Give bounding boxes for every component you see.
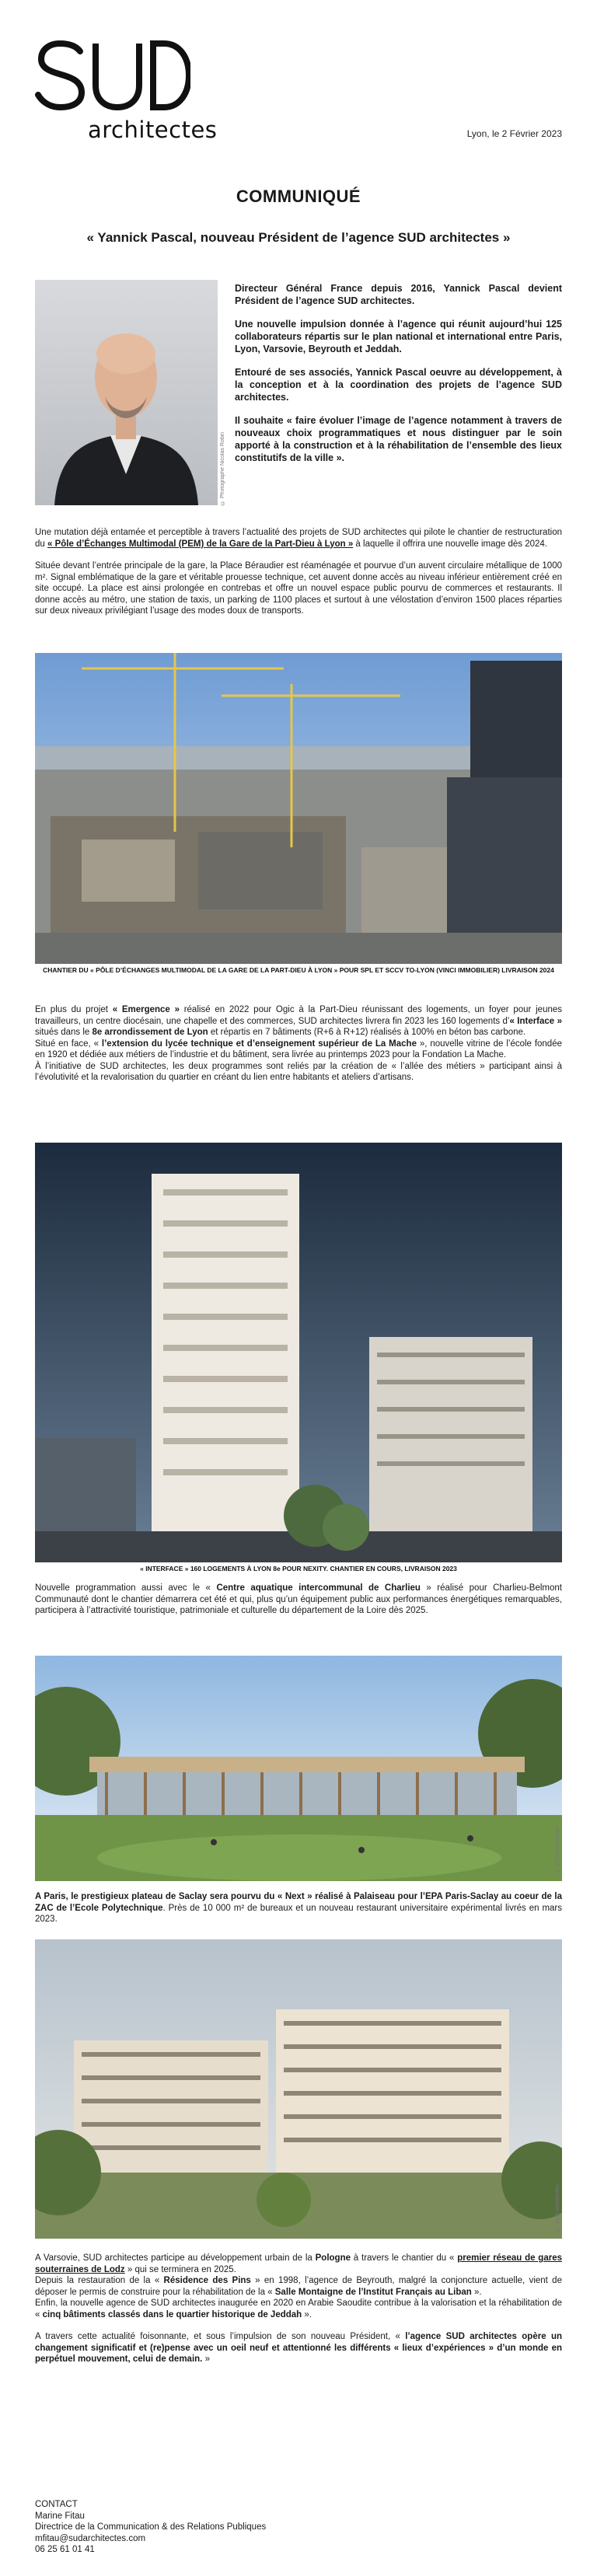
section-international-text [35,2253,562,2376]
contact-label: CONTACT [35,2500,78,2509]
intro-paragraph-3: Entouré de ses associés, Yannick Pascal oeuvre au développement, à la conception et à la coordination des projets de l’agence SUD architectes. [235,367,562,403]
section-interface-text [35,1004,562,1094]
press-date: Lyon, le 2 Février 2023 [466,128,562,139]
photo-residential-blocks [35,1939,562,2239]
intro-paragraph-2: Une nouvelle impulsion donnée à l’agence qui réunit aujourd’hui 125 collaborateurs répartis sur le plan national et international entre Paris, Lyon, Varsovie, Beyrouth et Jeddah. [235,319,562,354]
intro-block [235,282,562,475]
caption-pem: CHANTIER DU « PÔLE D’ÉCHANGES MULTIMODAL DE LA GARE DE LA PART-DIEU À LYON » POUR SPL ET SCCV TO-LYON (VINCI IMMOBILIER) LIVRAISON 2024 [43,966,554,974]
section-saclay-text [35,1891,562,1936]
section-interface-paragraph-1: En plus du projet « Emergence » réalisé en 2022 pour Ogic à la Part-Dieu réunissant des logements, un foyer pour jeunes travailleurs, un centre diocésain, une chapelle et des commerces, SUD architectes livrera fin 2023 les 160 logements d’« Interface » situés dans le 8e arrondissement de Lyon et répartis en 7 bâtiments (R+6 à R+12) réalisés à 100% en béton bas carbone. [35,1005,563,1037]
photo-next-saclay [35,1656,562,1881]
contact-role: Directrice de la Communication & des Relations Publiques [35,2522,267,2532]
sud-logo [35,37,237,143]
sud-logo-wordmark: architectes [88,117,218,143]
section-interface-paragraph-3: À l’initiative de SUD architectes, les deux programmes sont reliés par la création de « l’allée des métiers » participant ainsi à l’évolutivité et la revalorisation du quartier en créant du lien entre habitants et ateliers d’artisans. [35,1061,562,1082]
section-beirut-paragraph: Depuis la restauration de la « Résidence des Pins » en 1998, l’agence de Beyrouth, malgré la conjoncture actuelle, vient de déposer le permis de construire pour la réhabilitation de la « Salle Montaigne de l’Institut Français au Liban ». [35,2276,562,2297]
pem-link[interactable]: « Pôle d’Échanges Multimodal (PEM) de la Gare de la Part-Dieu à Lyon » [47,539,354,549]
contact-name: Marine Fitau [35,2511,85,2521]
portrait-photo [35,280,218,505]
caption-interface: « INTERFACE » 160 LOGEMENTS À LYON 8e POUR NEXITY. CHANTIER EN COURS, LIVRAISON 2023 [140,1565,457,1572]
section-pem-text [35,527,562,628]
section-saclay-paragraph: A Paris, le prestigieux plateau de Saclay sera pourvu du « Next » réalisé à Palaiseau pour l’EPA Paris-Saclay au coeur de la ZAC de l’Ecole Polytechnique. Près de 10 000 m² de bureaux et un nouveau restaurant universitaire expérimental livrés en mars 2023. [35,1892,563,1924]
contact-email[interactable]: mfitau@sudarchitectes.com [35,2533,146,2543]
section-jeddah-paragraph: Enfin, la nouvelle agence de SUD architectes inaugurée en 2020 en Arabie Saoudite contribue à la valorisation et la réhabilitation de « cinq bâtiments classés dans le quartier historique de Jeddah ». [35,2299,562,2319]
photo-residential-credit: © SUD architectes [555,2184,560,2231]
section-charlieu-paragraph: Nouvelle programmation aussi avec le « Centre aquatique intercommunal de Charlieu » réalisé pour Charlieu-Belmont Communauté dont le chantier démarrera cet été et qui, plus qu’un équipement public aux performances énergétiques remarquables, participera à l’attractivité touristique, patrimoniale et culturelle du département de la Loire dès 2025. [35,1583,562,1615]
section-charlieu-text [35,1583,562,1628]
intro-paragraph-1: Directeur Général France depuis 2016, Yannick Pascal devient Président de l’agence SUD architectes. [235,283,562,306]
intro-paragraph-4: Il souhaite « faire évoluer l’image de l’agence notamment à travers de nouveaux choix programmatiques et nous distinguer par le soin apporté à la construction et à la réhabilitation de l’ensemble des lieux constitutifs de la ville ». [235,415,562,463]
photo-pem-construction [35,653,562,964]
page-title: COMMUNIQUÉ [236,187,361,206]
section-conclusion-paragraph: A travers cette actualité foisonnante, et sous l’impulsion de son nouveau Président, « l’agence SUD architectes opère un changement significatif et (re)pense avec un oeil neuf et attentionné les différents « lieux d’expériences » d’un monde en perpétuel mouvement, celui de demain. » [35,2332,562,2364]
portrait-credit: © Photographe Nicolas Robin [220,431,225,505]
headline: « Yannick Pascal, nouveau Président de l’agence SUD architectes » [86,230,511,245]
section-pem-paragraph-2: Située devant l’entrée principale de la gare, la Place Béraudier est réaménagée et pourvue d’un auvent circulaire métallique de 1000 m². Signal emblématique de la gare et véritable prouesse technique, cet auvent donne accès au niveau inférieur entièrement créé en site occupé. La place est ainsi prolongée en contrebas et offre un nouvel espace public pourvu de commerces et restaurants. Il donne accès au métro, une station de taxis, un parking de 1100 places et surtout à une vélostation d’environ 1500 places réparties sur deux niveaux privilégiant l’usage des modes doux de transports. [35,561,562,616]
contact-phone[interactable]: 06 25 61 01 41 [35,2545,95,2554]
sud-logo-letters [35,37,190,111]
section-pem-paragraph-1: Une mutation déjà entamée et perceptible à travers l’actualité des projets de SUD architectes qui pilote le chantier de restructuration du « Pôle d’Échanges Multimodal (PEM) de la Gare de la Part-Dieu à Lyon » à laquelle il offrira une nouvelle image dès 2024. [35,528,562,549]
photo-next-credit: © SUD architectes [555,1827,560,1873]
photo-interface-towers [35,1143,562,1562]
contact-block [35,2499,424,2556]
section-warsaw-paragraph: A Varsovie, SUD architectes participe au développement urbain de la Pologne à travers le chantier du « premier réseau de gares souterraines de Lodz » qui se terminera en 2025. [35,2253,562,2274]
section-interface-paragraph-2: Situé en face, « l’extension du lycée technique et d’enseignement supérieur de La Mache », nouvelle vitrine de l’école fondée en 1920 et dédiée aux métiers de l’industrie et du bâtiment, sera livrée au printemps 2023 pour la Fondation La Mache. [35,1038,562,1059]
